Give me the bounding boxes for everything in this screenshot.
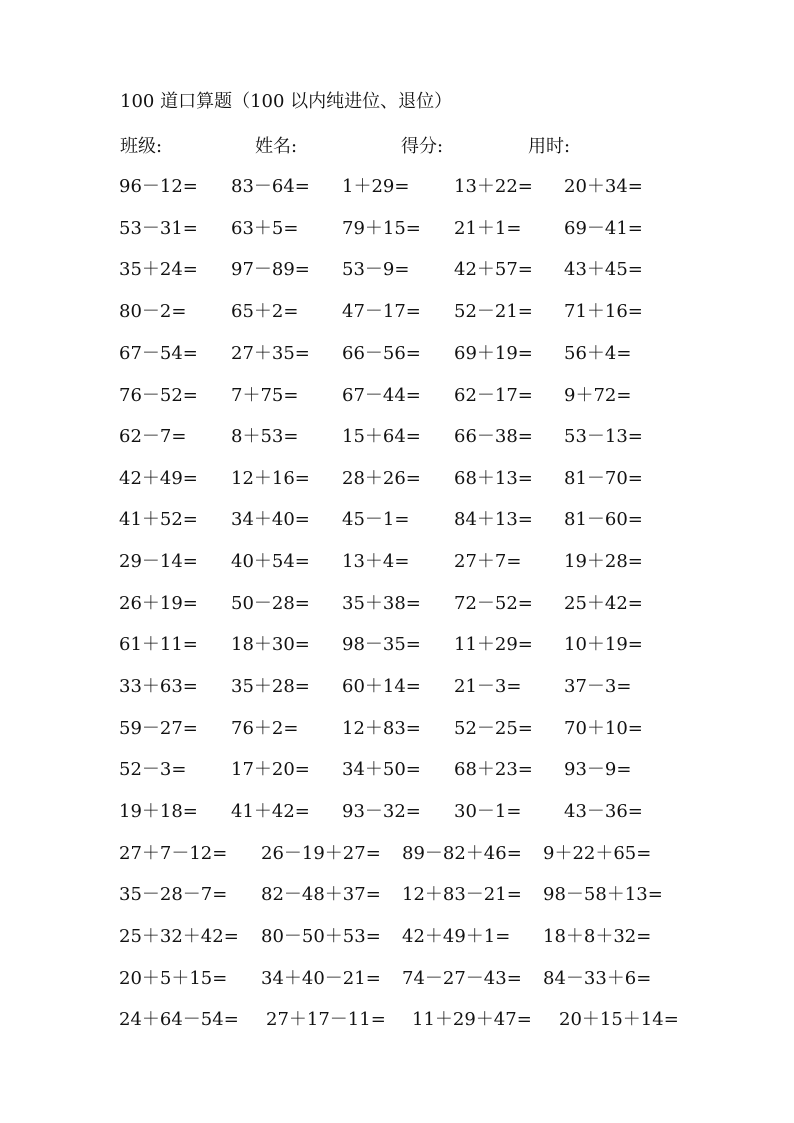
- math-problem: 1＋29=: [342, 176, 410, 197]
- problem-row: [0, 714, 794, 744]
- math-problem: 33＋63=: [119, 676, 198, 697]
- math-problem: 76＋2=: [231, 718, 299, 739]
- math-problem: 30－1=: [454, 801, 522, 822]
- math-problem: 47－17=: [342, 301, 421, 322]
- worksheet-title: 100 道口算题（100 以内纯进位、退位）: [120, 91, 453, 112]
- problem-row: [0, 214, 794, 244]
- math-problem: 27＋17－11=: [266, 1009, 386, 1030]
- math-problem: 42＋49=: [119, 468, 198, 489]
- math-problem: 98－35=: [342, 634, 421, 655]
- name-label: 姓名:: [255, 136, 298, 157]
- math-problem: 96－12=: [119, 176, 198, 197]
- math-problem: 21－3=: [454, 676, 522, 697]
- math-problem: 72－52=: [454, 593, 533, 614]
- time-label: 用时:: [528, 136, 571, 157]
- math-problem: 67－54=: [119, 343, 198, 364]
- math-problem: 40＋54=: [231, 551, 310, 572]
- math-problem: 10＋19=: [564, 634, 643, 655]
- math-problem: 66－56=: [342, 343, 421, 364]
- math-problem: 67－44=: [342, 385, 421, 406]
- math-problem: 35－28－7=: [119, 884, 228, 905]
- problem-row: [0, 755, 794, 785]
- math-problem: 9＋72=: [564, 385, 632, 406]
- math-problem: 69＋19=: [454, 343, 533, 364]
- math-problem: 62－7=: [119, 426, 187, 447]
- math-problem: 19＋18=: [119, 801, 198, 822]
- math-problem: 84＋13=: [454, 509, 533, 530]
- score-label: 得分:: [401, 136, 444, 157]
- math-problem: 35＋28=: [231, 676, 310, 697]
- math-problem: 93－32=: [342, 801, 421, 822]
- math-problem: 27＋7=: [454, 551, 522, 572]
- math-problem: 74－27－43=: [402, 968, 522, 989]
- math-problem: 34＋40=: [231, 509, 310, 530]
- math-problem: 80－50＋53=: [261, 926, 381, 947]
- problem-row: [0, 464, 794, 494]
- math-problem: 52－25=: [454, 718, 533, 739]
- math-problem: 34＋40－21=: [261, 968, 381, 989]
- math-problem: 42＋57=: [454, 259, 533, 280]
- math-problem: 61＋11=: [119, 634, 198, 655]
- problem-row: [0, 922, 794, 952]
- math-problem: 52－3=: [119, 759, 187, 780]
- problem-row: [0, 630, 794, 660]
- math-problem: 7＋75=: [231, 385, 299, 406]
- problem-row: [0, 589, 794, 619]
- math-problem: 69－41=: [564, 218, 643, 239]
- math-problem: 53－13=: [564, 426, 643, 447]
- math-problem: 41＋52=: [119, 509, 198, 530]
- math-problem: 50－28=: [231, 593, 310, 614]
- problem-row: [0, 381, 794, 411]
- problem-row: [0, 422, 794, 452]
- math-problem: 93－9=: [564, 759, 632, 780]
- math-problem: 41＋42=: [231, 801, 310, 822]
- math-problem: 97－89=: [231, 259, 310, 280]
- math-problem: 19＋28=: [564, 551, 643, 572]
- math-problem: 9＋22＋65=: [543, 843, 652, 864]
- math-problem: 98－58＋13=: [543, 884, 663, 905]
- math-problem: 35＋24=: [119, 259, 198, 280]
- math-problem: 21＋1=: [454, 218, 522, 239]
- math-problem: 12＋16=: [231, 468, 310, 489]
- math-problem: 59－27=: [119, 718, 198, 739]
- math-problem: 71＋16=: [564, 301, 643, 322]
- math-problem: 84－33＋6=: [543, 968, 652, 989]
- math-problem: 83－64=: [231, 176, 310, 197]
- math-problem: 20＋15＋14=: [559, 1009, 679, 1030]
- math-problem: 29－14=: [119, 551, 198, 572]
- math-problem: 24＋64－54=: [119, 1009, 239, 1030]
- math-problem: 43－36=: [564, 801, 643, 822]
- problem-row: [0, 1005, 794, 1035]
- math-problem: 25＋32＋42=: [119, 926, 239, 947]
- math-problem: 43＋45=: [564, 259, 643, 280]
- math-problem: 53－9=: [342, 259, 410, 280]
- math-problem: 68＋13=: [454, 468, 533, 489]
- problem-row: [0, 964, 794, 994]
- math-problem: 68＋23=: [454, 759, 533, 780]
- math-problem: 79＋15=: [342, 218, 421, 239]
- math-problem: 53－31=: [119, 218, 198, 239]
- math-problem: 25＋42=: [564, 593, 643, 614]
- math-problem: 17＋20=: [231, 759, 310, 780]
- math-problem: 11＋29＋47=: [412, 1009, 532, 1030]
- math-problem: 56＋4=: [564, 343, 632, 364]
- math-problem: 63＋5=: [231, 218, 299, 239]
- math-problem: 27＋7－12=: [119, 843, 228, 864]
- math-problem: 62－17=: [454, 385, 533, 406]
- math-problem: 70＋10=: [564, 718, 643, 739]
- math-problem: 37－3=: [564, 676, 632, 697]
- problem-row: [0, 255, 794, 285]
- math-problem: 82－48＋37=: [261, 884, 381, 905]
- math-problem: 45－1=: [342, 509, 410, 530]
- math-problem: 27＋35=: [231, 343, 310, 364]
- math-problem: 26－19＋27=: [261, 843, 381, 864]
- math-problem: 12＋83=: [342, 718, 421, 739]
- problem-row: [0, 172, 794, 202]
- problem-row: [0, 547, 794, 577]
- math-problem: 20＋5＋15=: [119, 968, 228, 989]
- math-problem: 81－60=: [564, 509, 643, 530]
- math-problem: 13＋4=: [342, 551, 410, 572]
- problem-row: [0, 672, 794, 702]
- math-problem: 12＋83－21=: [402, 884, 522, 905]
- math-problem: 35＋38=: [342, 593, 421, 614]
- math-problem: 52－21=: [454, 301, 533, 322]
- problem-row: [0, 505, 794, 535]
- math-problem: 89－82＋46=: [402, 843, 522, 864]
- problem-row: [0, 339, 794, 369]
- problem-row: [0, 297, 794, 327]
- class-label: 班级:: [120, 136, 163, 157]
- problem-row: [0, 880, 794, 910]
- math-problem: 11＋29=: [454, 634, 533, 655]
- math-problem: 13＋22=: [454, 176, 533, 197]
- student-info-row: [0, 133, 794, 161]
- math-problem: 60＋14=: [342, 676, 421, 697]
- math-problem: 26＋19=: [119, 593, 198, 614]
- math-problem: 76－52=: [119, 385, 198, 406]
- math-problem: 81－70=: [564, 468, 643, 489]
- math-problem: 65＋2=: [231, 301, 299, 322]
- math-problem: 66－38=: [454, 426, 533, 447]
- math-problem: 20＋34=: [564, 176, 643, 197]
- math-problem: 42＋49＋1=: [402, 926, 511, 947]
- problem-row: [0, 839, 794, 869]
- math-problem: 18＋30=: [231, 634, 310, 655]
- math-problem: 8＋53=: [231, 426, 299, 447]
- math-problem: 18＋8＋32=: [543, 926, 652, 947]
- math-problem: 15＋64=: [342, 426, 421, 447]
- math-problem: 34＋50=: [342, 759, 421, 780]
- problem-row: [0, 797, 794, 827]
- math-problem: 80－2=: [119, 301, 187, 322]
- math-problem: 28＋26=: [342, 468, 421, 489]
